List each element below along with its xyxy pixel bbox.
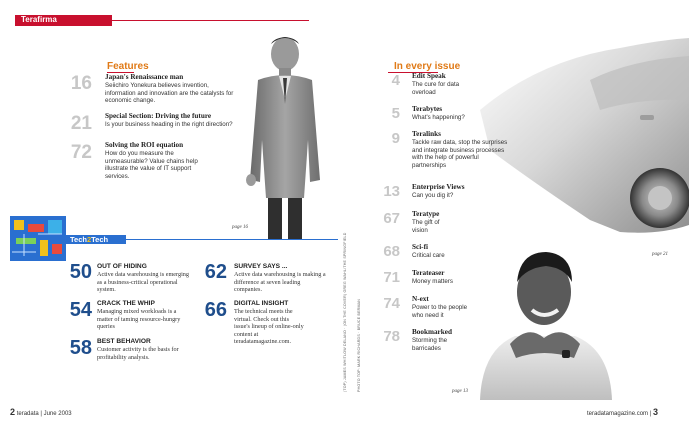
issue-page-number: 78 (383, 328, 400, 345)
issue-description: What's happening? (412, 114, 465, 121)
issue-page-number: 13 (383, 183, 400, 200)
page-number: 2 (10, 407, 16, 417)
page-number: 3 (652, 407, 658, 417)
footer-right (587, 407, 658, 417)
footer-text: teradata | June 2003 (16, 411, 72, 417)
issue-description: The gift of vision (412, 219, 440, 234)
tech-article-description: Active data warehousing is emerging as a business-critical operational system. (97, 271, 189, 294)
tech-article-description: Customer activity is the basis for profitability analysis. (97, 346, 179, 361)
tech2tech-rule (126, 239, 338, 240)
section-tab-label: Terafirma (21, 15, 57, 24)
issue-page-number: 4 (391, 72, 400, 89)
tech-page-number: 54 (69, 299, 92, 321)
tech-page-number: 50 (69, 261, 92, 283)
issue-title[interactable]: Terabytes (412, 105, 443, 113)
tech-article-title[interactable]: DIGITAL INSIGHT (234, 300, 289, 307)
tech-page-number: 58 (69, 337, 92, 359)
issue-title[interactable]: Teralinks (412, 130, 441, 138)
tech-article-description: The technical meets the virtual. Check out this issue's lineup of online-only content at teradatamagazine.com. (234, 308, 304, 346)
issue-description: Can you dig it? (412, 192, 454, 199)
tech-page-number: 66 (204, 299, 227, 321)
feature-description: Is your business heading in the right direction? (105, 121, 233, 128)
circuit-icon (10, 216, 66, 261)
photo-credit: PHOTO TOP: MARK RICHARDS · BRUCE BERMAN (357, 298, 361, 392)
tech-page-number: 62 (204, 261, 227, 283)
issue-title[interactable]: Enterprise Views (412, 183, 465, 191)
photo-credit: (TOP) JAMES WHITLOW DELANO · (ON THE COVER) GREG WAHL/THE SPRINGFIELD (343, 232, 347, 392)
issue-page-number: 9 (391, 130, 400, 147)
issue-title[interactable]: Teratype (412, 210, 440, 218)
feature-title[interactable]: Japan's Renaissance man (105, 73, 184, 81)
tech-article-title[interactable]: CRACK THE WHIP (97, 300, 155, 307)
feature-title[interactable]: Solving the ROI equation (105, 141, 184, 149)
photo-caption: page 13 (452, 389, 468, 394)
issue-page-number: 67 (383, 210, 400, 227)
tech-article-description: Active data warehousing is making a difference at seven leading companies. (234, 271, 326, 294)
footer-text[interactable]: teradatamagazine.com | (587, 411, 652, 417)
tech2tech-graphic (10, 216, 66, 261)
portrait-photo-yonekura (238, 30, 328, 242)
issue-page-number: 74 (383, 295, 400, 312)
issue-description: Critical care (412, 252, 445, 259)
issue-page-number: 71 (383, 269, 400, 286)
issue-description: Tackle raw data, stop the surprises and integrate business processes with the help of powerful partnerships (412, 139, 508, 169)
features-heading: Features (107, 61, 149, 72)
portrait-photo-smiling-man (470, 240, 618, 400)
issue-page-number: 5 (391, 105, 400, 122)
issue-title[interactable]: Edit Speak (412, 72, 446, 80)
footer-left (10, 407, 72, 417)
issue-description: Storming the barricades (412, 337, 448, 352)
issue-description: Money matters (412, 278, 453, 285)
issue-page-number: 68 (383, 243, 400, 260)
tech-article-title[interactable]: SURVEY SAYS ... (234, 263, 288, 270)
feature-description: Seiichiro Yonekura believes invention, information and innovation are the catalysts for economic change. (105, 82, 234, 105)
issue-description: The cure for data overload (412, 81, 460, 96)
tech-article-title[interactable]: BEST BEHAVIOR (97, 338, 151, 345)
feature-page-number: 72 (70, 142, 92, 163)
issue-title[interactable]: Bookmarked (412, 328, 452, 336)
every-issue-heading: In every issue (394, 61, 461, 72)
tech2tech-label-part: 2 (86, 235, 92, 244)
feature-title[interactable]: Special Section: Driving the future (105, 112, 212, 120)
tech-article-title[interactable]: OUT OF HIDING (97, 263, 147, 270)
header-rule (112, 20, 309, 21)
tech2tech-label (70, 235, 108, 244)
feature-description: How do you measure the unmeasurable? Value chains help illustrate the value of IT support services. (105, 150, 198, 180)
photo-caption: page 21 (652, 252, 668, 257)
issue-title[interactable]: Sci-fi (412, 243, 428, 251)
issue-description: Power to the people who need it (412, 304, 468, 319)
issue-title[interactable]: Terateaser (412, 269, 445, 277)
feature-page-number: 21 (70, 113, 92, 134)
tech2tech-label-part: Tech (91, 235, 109, 244)
photo-caption: page 16 (232, 225, 248, 230)
tech-article-description: Managing mixed workloads is a matter of taming resource-hungry queries (97, 308, 181, 331)
issue-title[interactable]: N-ext (412, 295, 429, 303)
feature-page-number: 16 (70, 73, 92, 94)
tech2tech-label-part: Tech (70, 235, 87, 244)
